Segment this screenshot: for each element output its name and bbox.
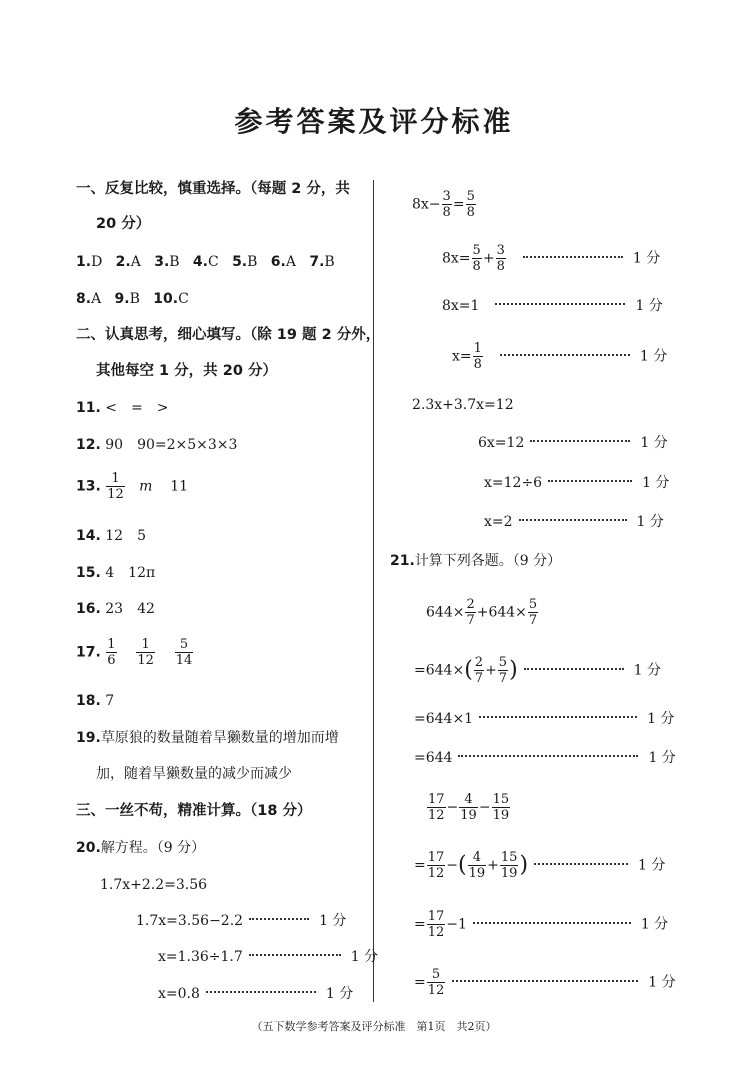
mc-num: 2. [115, 254, 131, 270]
question-text: 计算下列各题。（9 分） [414, 553, 562, 569]
question-20 [76, 839, 205, 857]
equation-step: x=12÷6 1 分 [484, 475, 670, 491]
fraction: $\frac{4}{19}$ [468, 850, 486, 881]
mc-num: 3. [154, 254, 170, 270]
mc-ans: C [207, 254, 219, 270]
fraction: $\frac{5}{8}$ [472, 243, 481, 274]
score-leader [495, 303, 625, 305]
question-text: 解方程。（9 分） [100, 840, 206, 856]
answer-14 [76, 527, 146, 545]
equation-step [136, 912, 346, 930]
fraction: $\frac{17}{12}$ [427, 850, 445, 881]
score-leader [534, 863, 628, 865]
score-leader [249, 954, 341, 956]
calculation-step: =644×( $\frac{2}{7}$ + $\frac{5}{7}$ ) 1 分 [414, 655, 662, 686]
score: 1 分 [638, 857, 666, 874]
answer-text: 11 [170, 478, 189, 495]
score-leader [500, 354, 630, 356]
fraction: $\frac{5}{7}$ [498, 655, 508, 686]
mc-num: 7. [309, 254, 325, 270]
question-number: 20. [76, 840, 101, 856]
mc-ans: B [129, 291, 140, 307]
answer-text: 7 [105, 693, 115, 709]
score-leader [458, 755, 638, 757]
mc-answers-row-1 [76, 253, 335, 271]
answer-text: 12 5 [105, 528, 146, 544]
mc-num: 1. [76, 254, 92, 270]
answer-13 [76, 472, 188, 501]
answer-16 [76, 600, 155, 618]
fraction: $\frac{17}{12}$ [427, 909, 445, 940]
equation: 1.7x+2.2=3.56 [100, 877, 208, 893]
question-number: 11. [76, 400, 101, 416]
score: 1 分 [640, 435, 668, 451]
score: 1 分 [632, 250, 661, 267]
page-title: 参考答案及评分标准 [234, 105, 514, 138]
fraction: $\frac{3}{8}$ [496, 243, 505, 274]
answer-text: 23 42 [105, 601, 155, 617]
equation: 2.3x+3.7x=12 [412, 397, 514, 413]
calculation: $\frac{17}{12}$ − $\frac{4}{19}$ − $\frac{15}{19}$ [428, 792, 510, 823]
score-leader [530, 440, 630, 442]
question-number: 17. [76, 644, 101, 661]
mc-ans: A [130, 254, 141, 270]
fraction: $\frac{1}{6}$ [107, 637, 116, 668]
answer-18 [76, 692, 114, 710]
fraction: $\frac{3}{8}$ [442, 189, 451, 220]
step-text: x=0.8 [158, 986, 200, 1002]
fraction: $\frac{15}{19}$ [500, 850, 518, 881]
equation-step: 8x=1 1 分 [442, 298, 663, 314]
score-leader [548, 480, 632, 482]
calculation-step: = $\frac{5}{12}$ 1 分 [414, 967, 676, 998]
section-3-heading: 三、一丝不苟，精准计算。（18 分） [76, 803, 312, 819]
score: 1 分 [642, 475, 670, 491]
answer-15 [76, 564, 155, 582]
score: 1 分 [640, 916, 669, 933]
question-number: 21. [390, 553, 415, 569]
mc-num: 5. [232, 254, 248, 270]
question-number: 18. [76, 693, 101, 709]
score: 1 分 [648, 974, 676, 991]
fraction: $\frac{1}{12}$ [107, 471, 124, 502]
mc-ans: B [169, 254, 180, 270]
score: 1 分 [325, 986, 354, 1002]
equation-step: 8x= $\frac{5}{8}$ + $\frac{3}{8}$ 1 分 [442, 243, 661, 274]
question-number: 12. [76, 437, 101, 453]
calculation-step: =644×1 1 分 [414, 711, 675, 727]
mc-num: 9. [114, 291, 130, 307]
mc-ans: B [247, 254, 258, 270]
score: 1 分 [319, 913, 347, 929]
answer-17 [76, 638, 194, 667]
answer-19-cont: 加，随着旱獭数量的减少而减少 [96, 766, 292, 782]
answer-text: 4 12π [105, 565, 156, 581]
fraction: $\frac{4}{19}$ [460, 792, 477, 823]
score: 1 分 [635, 298, 663, 314]
mc-ans: D [91, 254, 103, 270]
question-number: 14. [76, 528, 101, 544]
section-1-heading-cont: 20 分） [96, 216, 151, 232]
mc-ans: B [324, 254, 335, 270]
fraction: $\frac{5}{14}$ [175, 637, 193, 668]
score-leader [452, 980, 638, 982]
step-text: 1.7x=3.56−2.2 [136, 913, 244, 929]
answer-text: < = > [105, 400, 169, 416]
equation-step [158, 985, 353, 1003]
question-number: 19. [76, 730, 101, 746]
step-text: x=1.36÷1.7 [158, 949, 243, 965]
question-21 [390, 552, 561, 570]
fraction: $\frac{5}{8}$ [466, 189, 475, 220]
mc-num: 6. [270, 254, 286, 270]
calculation-step: = $\frac{17}{12}$ −( $\frac{4}{19}$ + $\frac{15}{19}$ ) 1 分 [414, 850, 666, 881]
score: 1 分 [633, 662, 662, 679]
score-leader [523, 256, 623, 258]
fraction: $\frac{2}{7}$ [474, 655, 484, 686]
score-leader [479, 716, 637, 718]
equation-step: x= $\frac{1}{8}$ 1 分 [452, 341, 668, 372]
mc-num: 4. [192, 254, 208, 270]
question-number: 15. [76, 565, 101, 581]
mc-num: 10. [153, 291, 179, 307]
equation-step [158, 948, 378, 966]
calculation-step: = $\frac{17}{12}$ −1 1 分 [414, 909, 669, 940]
equation: 8x− $\frac{3}{8}$ = $\frac{5}{8}$ [412, 189, 475, 220]
question-number: 13. [76, 478, 101, 495]
answer-text: m [139, 478, 153, 495]
equation-step: x=2 1 分 [484, 514, 664, 530]
score-leader [524, 668, 624, 670]
score: 1 分 [648, 750, 676, 766]
column-divider [373, 180, 374, 1002]
score: 1 分 [350, 949, 379, 965]
score: 1 分 [639, 348, 668, 365]
section-2-heading-cont: 其他每空 1 分，共 20 分） [96, 363, 277, 379]
section-2-heading: 二、认真思考，细心填写。（除 19 题 2 分外， [76, 327, 381, 343]
answer-11 [76, 399, 168, 417]
calculation-step: =644 1 分 [414, 750, 676, 766]
question-number: 16. [76, 601, 101, 617]
mc-ans: A [285, 254, 296, 270]
calculation: 644× $\frac{2}{7}$ +644× $\frac{5}{7}$ [426, 597, 538, 628]
score-leader [249, 918, 309, 920]
score: 1 分 [647, 711, 675, 727]
mc-ans: C [178, 291, 189, 307]
page-footer: （五下数学参考答案及评分标准 第1页 共2页） [251, 1020, 497, 1033]
score-leader [206, 991, 316, 993]
fraction: $\frac{1}{12}$ [137, 637, 154, 668]
score: 1 分 [636, 514, 664, 530]
fraction: $\frac{17}{12}$ [428, 792, 445, 823]
answer-text: 90 90=2×5×3×3 [105, 437, 238, 453]
mc-ans: A [91, 291, 102, 307]
fraction: $\frac{5}{12}$ [427, 967, 445, 998]
mc-num: 8. [76, 291, 92, 307]
fraction: $\frac{1}{8}$ [473, 341, 482, 372]
mc-answers-row-2 [76, 290, 189, 308]
answer-text: 草原狼的数量随着旱獭数量的增加而增 [100, 730, 339, 746]
fraction: $\frac{15}{19}$ [492, 792, 510, 823]
score-leader [519, 519, 627, 521]
score-leader [473, 922, 631, 924]
answer-12 [76, 436, 237, 454]
answer-19 [76, 729, 339, 747]
section-1-heading: 一、反复比较，慎重选择。（每题 2 分，共 [76, 181, 350, 197]
equation-step: 6x=12 1 分 [478, 435, 668, 451]
fraction: $\frac{5}{7}$ [528, 597, 538, 628]
fraction: $\frac{2}{7}$ [466, 597, 475, 628]
